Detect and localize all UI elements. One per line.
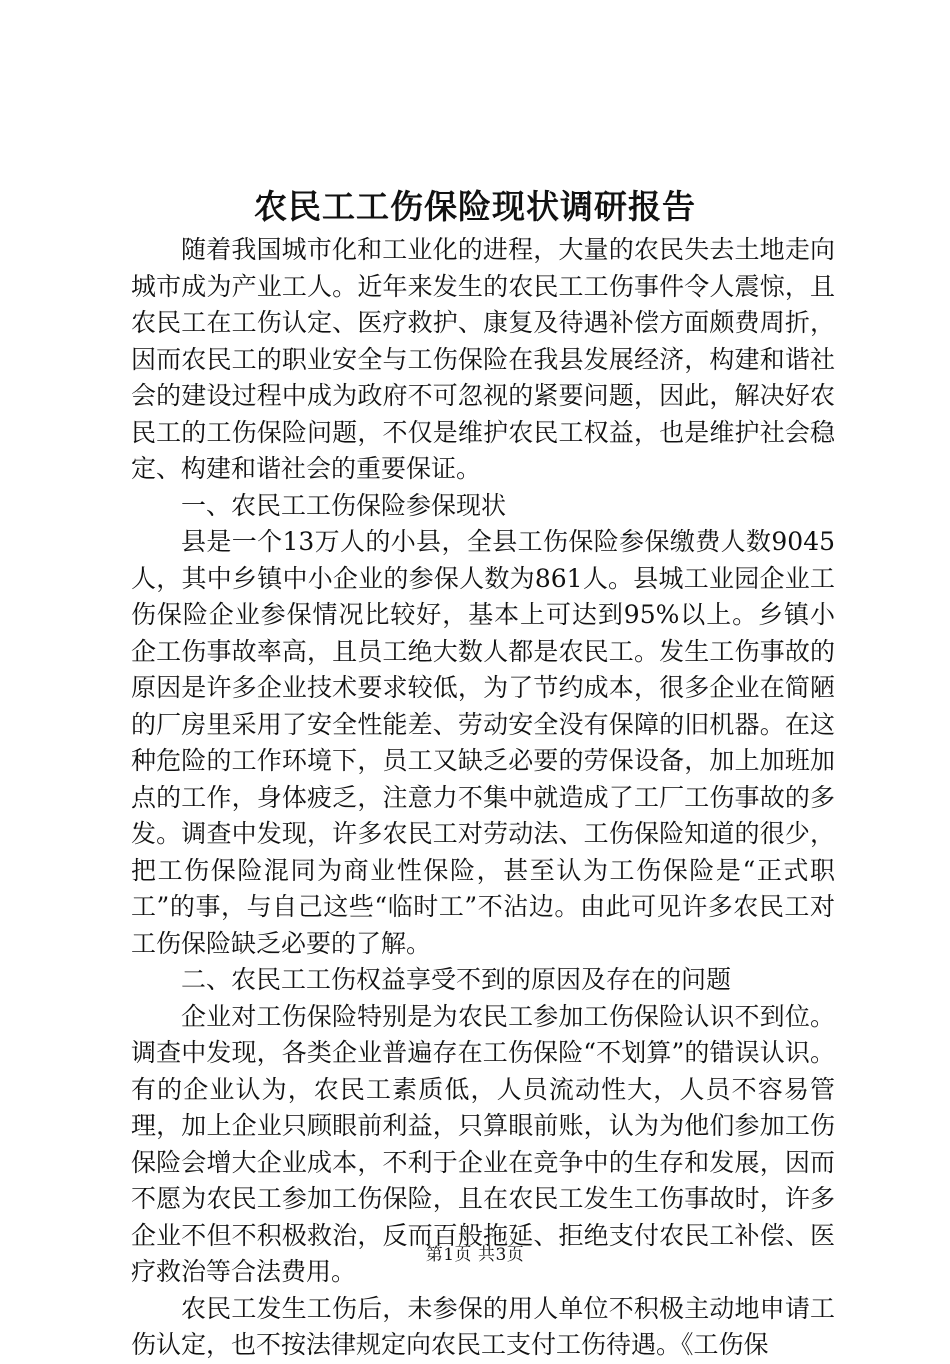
document-title: 农民工工伤保险现状调研报告: [254, 187, 696, 226]
paragraph-section-2a: 企业对工伤保险特别是为农民工参加工伤保险认识不到位。调查中发现，各类企业普遍存在工伤保险“不划算”的错误认识。有的企业认为，农民工素质低，人员流动性大，人员不容易管理，加上企业只顾眼前利益，只算眼前账，认为为他们参加工伤保险会增大企业成本，不利于企业在竞争中的生存和发展，因而不愿为农民工参加工伤保险，且在农民工发生工伤事故时，许多企业不但不积极救治，反而百般拖延、拒绝支付农民工补偿、医疗救治等合法费用。: [131, 1001, 835, 1286]
document-body: [131, 232, 835, 1364]
section-heading-1: 一、农民工工伤保险参保现状: [181, 490, 507, 520]
page-footer: 第1页 共3页: [425, 1245, 525, 1265]
section-heading-2: 二、农民工工伤权益享受不到的原因及存在的问题: [181, 965, 732, 994]
paragraph-intro: 随着我国城市化和工业化的进程，大量的农民失去土地走向城市成为产业工人。近年来发生的农民工工伤事件令人震惊，且农民工在工伤认定、医疗救护、康复及待遇补偿方面颇费周折，因而农民工的职业安全与工伤保险在我县发展经济，构建和谐社会的建设过程中成为政府不可忽视的紧要问题，因此，解决好农民工的工伤保险问题，不仅是维护农民工权益，也是维护社会稳定、构建和谐社会的重要保证。: [131, 235, 835, 483]
paragraph-section-2b: 农民工发生工伤后，未参保的用人单位不积极主动地申请工伤认定，也不按法律规定向农民工支付工伤待遇。《工伤保: [131, 1293, 835, 1359]
paragraph-section-1: 县是一个13万人的小县，全县工伤保险参保缴费人数9045人，其中乡镇中小企业的参保人数为861人。县城工业园企业工伤保险企业参保情况比较好，基本上可达到95%以上。乡镇小企工伤事故率高，且员工绝大数人都是农民工。发生工伤事故的原因是许多企业技术要求较低，为了节约成本，很多企业在简陋的厂房里采用了安全性能差、劳动安全没有保障的旧机器。在这种危险的工作环境下，员工又缺乏必要的劳保设备，加上加班加点的工作，身体疲乏，注意力不集中就造成了工厂工伤事故的多发。调查中发现，许多农民工对劳动法、工伤保险知道的很少，把工伤保险混同为商业性保险，甚至认为工伤保险是“正式职工”的事，与自己这些“临时工”不沾边。由此可见许多农民工对工伤保险缺乏必要的了解。: [131, 527, 835, 958]
